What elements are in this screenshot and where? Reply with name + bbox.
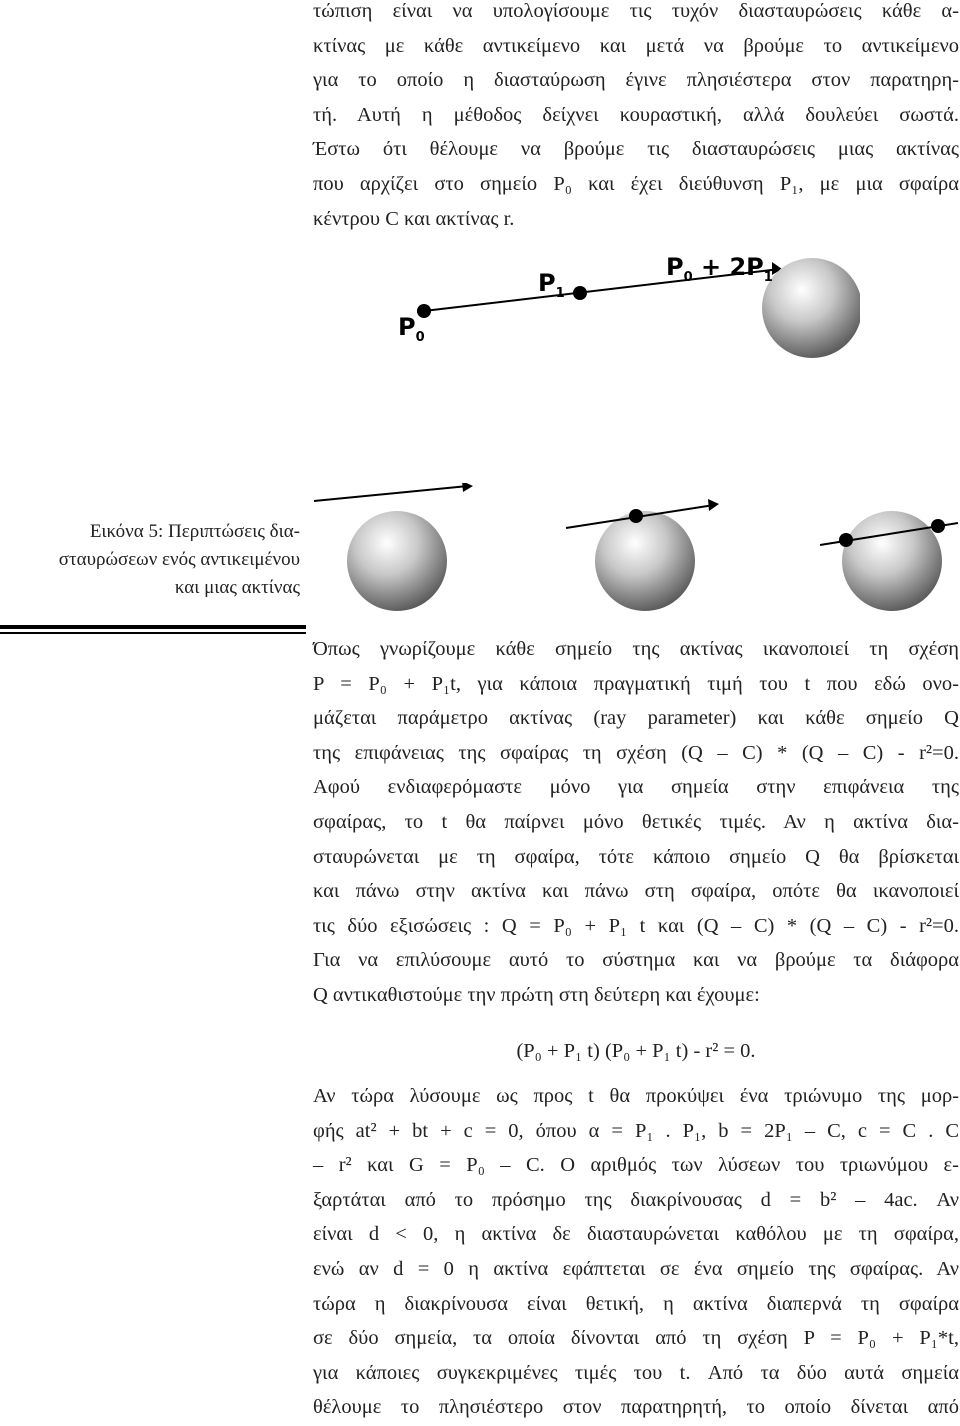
- text-line: της επιφάνειας της σφαίρας τη σχέση (Q – C) * (Q – C) - r²=0.: [313, 741, 959, 764]
- text-line: μάζεται παράμετρο ακτίνας (ray parameter) και κάθε σημείο Q: [313, 707, 959, 730]
- entry-point: [839, 533, 853, 547]
- text-line: κέντρου C και ακτίνας r.: [313, 207, 515, 230]
- svg-text:P0 + 2P1: $P_0 + 2P_1$: [666, 253, 773, 285]
- label-p1: P: [538, 269, 556, 297]
- tangent-point: [629, 509, 643, 523]
- text-line: τή. Αυτή η μέθοδος δείχνει κουραστική, αλλά δουλεύει σωστά.: [313, 103, 959, 126]
- svg-text:P1: $P_1$: [538, 269, 565, 301]
- text-line: σταυρώνεται με τη σφαίρα, τότε κάποιο σημείο Q θα βρίσκεται: [313, 845, 959, 868]
- label-p0-plus-2p1: P: [666, 253, 684, 281]
- text-line: και πάνω στην ακτίνα και πάνω στη σφαίρα, οπότε θα ικανοποιεί: [313, 880, 959, 903]
- point-p0: [417, 304, 431, 318]
- text-line: φής at² + bt + c = 0, όπου α = P₁ . P₁, b = 2P₁ – C, c = C . C: [313, 1119, 959, 1142]
- text-line: για το οποίο η διασταύρωση έγινε πλησιέστερα στον παρατηρη-: [313, 69, 959, 92]
- text-line: Q αντικαθιστούμε την πρώτη στη δεύτερη και έχουμε:: [313, 983, 760, 1006]
- sphere: [762, 258, 860, 358]
- figure-caption: Εικόνα 5: Περιπτώσεις δια- σταυρώσεων ενός αντικειμένου και μιας ακτίνας: [58, 521, 300, 598]
- sphere-secant: [842, 511, 942, 611]
- text-line: σφαίρας, το t θα παίρνει μόνο θετικές τιμές. Αν η ακτίνα δια-: [313, 810, 959, 833]
- text-line: σε δύο σημεία, τα οποία δίνονται από τη σχέση P = P₀ + P₁*t,: [313, 1327, 959, 1350]
- sphere-miss: [347, 511, 447, 611]
- text-line: Έστω ότι θέλουμε να βρούμε τις διασταυρώσεις μιας ακτίνας: [313, 138, 959, 161]
- text-line: P = P₀ + P₁t, για κάποια πραγματική τιμή του t που εδώ ονο-: [313, 672, 959, 695]
- arrow-head-icon: [708, 499, 719, 511]
- text-line: θέλουμε το πλησιέστερο στον παρατηρητή, το οποίο δίνεται από: [313, 1396, 959, 1419]
- text-line: τώρα η διακρίνουσα είναι θετική, η ακτίνα διαπερνά τη σφαίρα: [313, 1292, 959, 1315]
- caption-rule-thick: [0, 625, 306, 629]
- ray-miss: [314, 486, 468, 501]
- caption-rule-thin: [0, 632, 306, 634]
- text-line: τις δύο εξισώσεις : Q = P₀ + P₁ t και (Q – C) * (Q – C) - r²=0.: [313, 914, 959, 937]
- point-p1: [573, 286, 587, 300]
- text-line: ξαρτάται από το πρόσημο της διακρίνουσας d = b² – 4ac. Αν: [313, 1188, 959, 1211]
- top-paragraph: [313, 0, 959, 236]
- text-line: Όπως γνωρίζουμε κάθε σημείο της ακτίνας ικανοποιεί τη σχέση: [313, 638, 959, 660]
- equation: (P₀ + P₁ t) (P₀ + P₁ t) - r² = 0.: [516, 1040, 756, 1062]
- text-line: που αρχίζει στο σημείο P₀ και έχει διεύθυνση P₁, με μια σφαίρα: [313, 172, 959, 195]
- intersection-cases-figure: [310, 483, 960, 613]
- text-line: για κάποιες συγκεκριμένες τιμές του t. Από τα δύο αυτά σημεία: [313, 1361, 959, 1384]
- text-line: ενώ αν d = 0 η ακτίνα εφάπτεται σε ένα σημείο της σφαίρας. Αν: [313, 1257, 959, 1280]
- arrow-head-icon: [462, 483, 473, 492]
- exit-point: [931, 519, 945, 533]
- text-line: Αφού ενδιαφερόμαστε μόνο για σημεία στην επιφάνεια της: [313, 776, 959, 799]
- text-line: Για να επιλύσουμε αυτό το σύστημα και να βρούμε τα διάφορα: [313, 949, 959, 972]
- text-line: τώπιση είναι να υπολογίσουμε τις τυχόν διασταυρώσεις κάθε α-: [313, 0, 959, 22]
- middle-paragraph: [313, 632, 959, 1013]
- text-line: Αν τώρα λύσουμε ως προς t θα προκύψει ένα τριώνυμο της μορ-: [313, 1085, 959, 1107]
- text-line: – r² και G = P₀ – C. Ο αριθμός των λύσεων του τριωνύμου ε-: [313, 1154, 959, 1177]
- text-line: είναι d < 0, η ακτίνα δε διασταυρώνεται καθόλου με τη σφαίρα,: [313, 1223, 959, 1246]
- label-p0: P: [398, 313, 416, 341]
- sphere-tangent: [595, 511, 695, 611]
- text-line: κτίνας με κάθε αντικείμενο και μετά να βρούμε το αντικείμενο: [313, 34, 959, 57]
- svg-text:P0: $P_0$: [398, 313, 425, 345]
- bottom-paragraph: [313, 1079, 959, 1425]
- ray-sphere-figure: [380, 245, 860, 385]
